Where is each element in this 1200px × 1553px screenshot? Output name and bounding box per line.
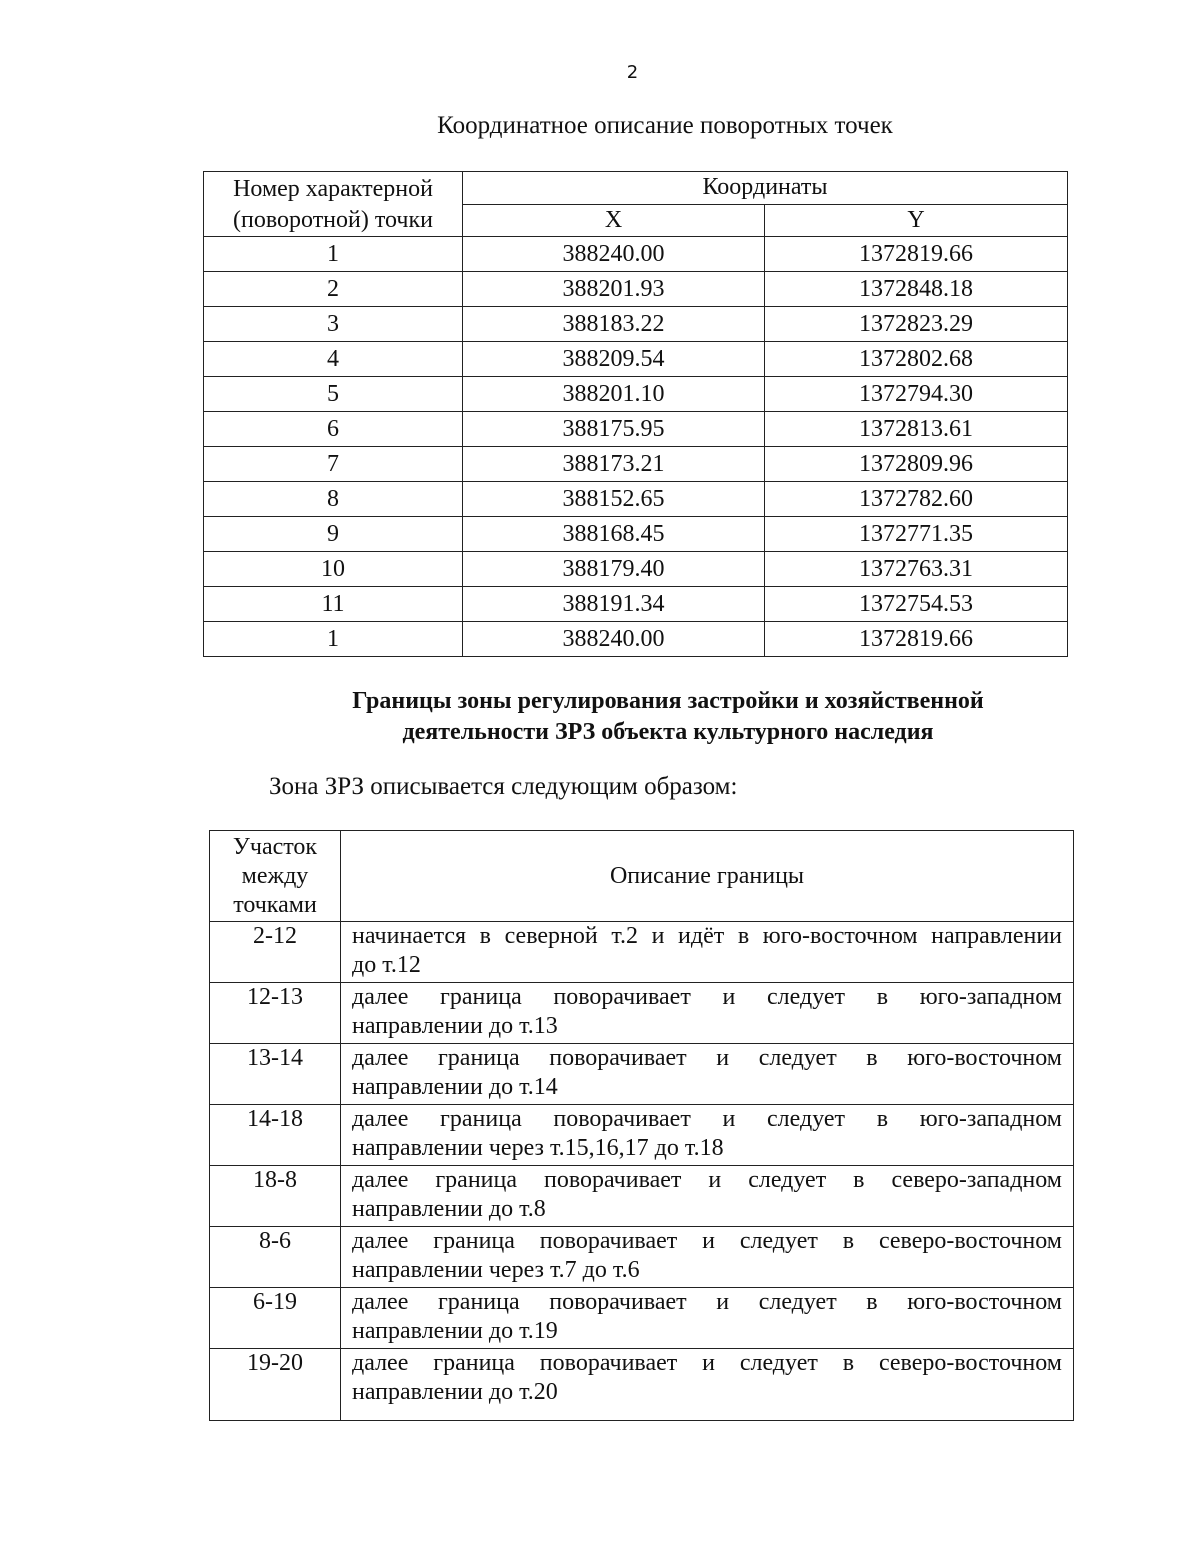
zone-title <box>0 686 1200 748</box>
coord-y-cell: 1372823.29 <box>765 307 1068 342</box>
table-row <box>204 552 1068 587</box>
description-line2: направлении до т.19 <box>352 1318 558 1344</box>
description-header: Описание границы <box>341 831 1074 922</box>
coord-y-cell: 1372802.68 <box>765 342 1068 377</box>
segment-header-line1: Участок <box>232 833 318 860</box>
point-header-line2: (поворотной) точки <box>233 207 433 233</box>
description-line1: далее граница поворачивает и следует в северо-восточном <box>352 1228 1062 1254</box>
zone-title-line2: деятельности ЗРЗ объекта культурного наследия <box>402 719 934 745</box>
table-row <box>210 1105 1074 1166</box>
table-row <box>204 237 1068 272</box>
table-row <box>210 1227 1074 1288</box>
description-line2: направлении до т.13 <box>352 1013 558 1039</box>
description-cell <box>341 983 1074 1044</box>
segment-cell: 13-14 <box>210 1044 341 1105</box>
point-number-header <box>204 172 463 237</box>
coord-x-cell: 388240.00 <box>463 622 765 657</box>
coord-y-cell: 1372809.96 <box>765 447 1068 482</box>
description-line1: далее граница поворачивает и следует в северо-западном <box>352 1167 1062 1193</box>
segment-cell: 19-20 <box>210 1349 341 1421</box>
coord-y-cell: 1372813.61 <box>765 412 1068 447</box>
description-line1: далее граница поворачивает и следует в юго-восточном <box>352 1289 1062 1315</box>
coord-point-cell: 10 <box>204 552 463 587</box>
description-cell <box>341 1044 1074 1105</box>
coord-y-cell: 1372794.30 <box>765 377 1068 412</box>
zone-title-line1: Границы зоны регулирования застройки и хозяйственной <box>352 688 984 714</box>
description-cell <box>341 1349 1074 1421</box>
coord-x-cell: 388173.21 <box>463 447 765 482</box>
segment-cell: 2-12 <box>210 922 341 983</box>
table-row <box>204 482 1068 517</box>
coord-y-cell: 1372771.35 <box>765 517 1068 552</box>
description-cell <box>341 1166 1074 1227</box>
coord-x-cell: 388209.54 <box>463 342 765 377</box>
segment-header-line2: между <box>241 862 309 889</box>
coord-point-cell: 11 <box>204 587 463 622</box>
coord-x-cell: 388191.34 <box>463 587 765 622</box>
coord-point-cell: 7 <box>204 447 463 482</box>
coord-point-cell: 6 <box>204 412 463 447</box>
segment-header <box>210 831 341 922</box>
description-line1: начинается в северной т.2 и идёт в юго-восточном направлении <box>352 923 1062 949</box>
description-cell <box>341 1105 1074 1166</box>
description-line2: направлении до т.8 <box>352 1196 546 1222</box>
coordinates-table <box>203 171 1068 657</box>
segment-cell: 14-18 <box>210 1105 341 1166</box>
coord-point-cell: 4 <box>204 342 463 377</box>
table-row <box>204 342 1068 377</box>
description-line1: далее граница поворачивает и следует в юго-западном <box>352 1106 1062 1132</box>
coord-x-cell: 388168.45 <box>463 517 765 552</box>
boundary-table <box>209 830 1074 1421</box>
coord-point-cell: 1 <box>204 237 463 272</box>
table-row <box>210 922 1074 983</box>
description-line1: далее граница поворачивает и следует в юго-западном <box>352 984 1062 1010</box>
coord-point-cell: 5 <box>204 377 463 412</box>
description-line2: направлении до т.14 <box>352 1074 558 1100</box>
segment-cell: 12-13 <box>210 983 341 1044</box>
zone-intro-text: Зона ЗРЗ описывается следующим образом: <box>269 773 738 800</box>
table-row <box>204 412 1068 447</box>
description-cell <box>341 1227 1074 1288</box>
coord-x-cell: 388175.95 <box>463 412 765 447</box>
segment-cell: 6-19 <box>210 1288 341 1349</box>
coord-point-cell: 9 <box>204 517 463 552</box>
table-row <box>204 447 1068 482</box>
table-row <box>204 272 1068 307</box>
coord-y-cell: 1372819.66 <box>765 622 1068 657</box>
coord-point-cell: 1 <box>204 622 463 657</box>
coordinates-header: Координаты <box>463 172 1068 205</box>
point-header-line1: Номер характерной <box>233 176 433 202</box>
coord-x-cell: 388152.65 <box>463 482 765 517</box>
coord-point-cell: 8 <box>204 482 463 517</box>
coord-y-cell: 1372782.60 <box>765 482 1068 517</box>
description-line2: направлении через т.15,16,17 до т.18 <box>352 1135 724 1161</box>
coord-point-cell: 2 <box>204 272 463 307</box>
table-row <box>210 983 1074 1044</box>
segment-header-line3: точками <box>233 891 317 918</box>
coord-point-cell: 3 <box>204 307 463 342</box>
coord-y-cell: 1372848.18 <box>765 272 1068 307</box>
page-number: 2 <box>626 62 639 83</box>
table-row <box>204 587 1068 622</box>
description-cell <box>341 922 1074 983</box>
coord-y-cell: 1372754.53 <box>765 587 1068 622</box>
coord-x-cell: 388183.22 <box>463 307 765 342</box>
table-row <box>210 1044 1074 1105</box>
coord-y-cell: 1372763.31 <box>765 552 1068 587</box>
segment-cell: 18-8 <box>210 1166 341 1227</box>
table-row <box>204 377 1068 412</box>
description-cell <box>341 1288 1074 1349</box>
coord-x-cell: 388179.40 <box>463 552 765 587</box>
coord-x-cell: 388201.93 <box>463 272 765 307</box>
table-row <box>204 517 1068 552</box>
x-header: X <box>463 204 765 237</box>
description-line1: далее граница поворачивает и следует в юго-восточном <box>352 1045 1062 1071</box>
segment-cell: 8-6 <box>210 1227 341 1288</box>
description-line2: направлении до т.20 <box>352 1379 558 1405</box>
table-row <box>210 1166 1074 1227</box>
description-line1: далее граница поворачивает и следует в северо-восточном <box>352 1350 1062 1376</box>
y-header: Y <box>765 204 1068 237</box>
coord-y-cell: 1372819.66 <box>765 237 1068 272</box>
table-row <box>210 1288 1074 1349</box>
table-row <box>204 622 1068 657</box>
coord-x-cell: 388240.00 <box>463 237 765 272</box>
coordinates-title: Координатное описание поворотных точек <box>437 112 893 139</box>
coord-x-cell: 388201.10 <box>463 377 765 412</box>
description-line2: до т.12 <box>352 952 421 978</box>
table-row <box>210 1349 1074 1421</box>
description-line2: направлении через т.7 до т.6 <box>352 1257 640 1283</box>
table-row <box>204 307 1068 342</box>
